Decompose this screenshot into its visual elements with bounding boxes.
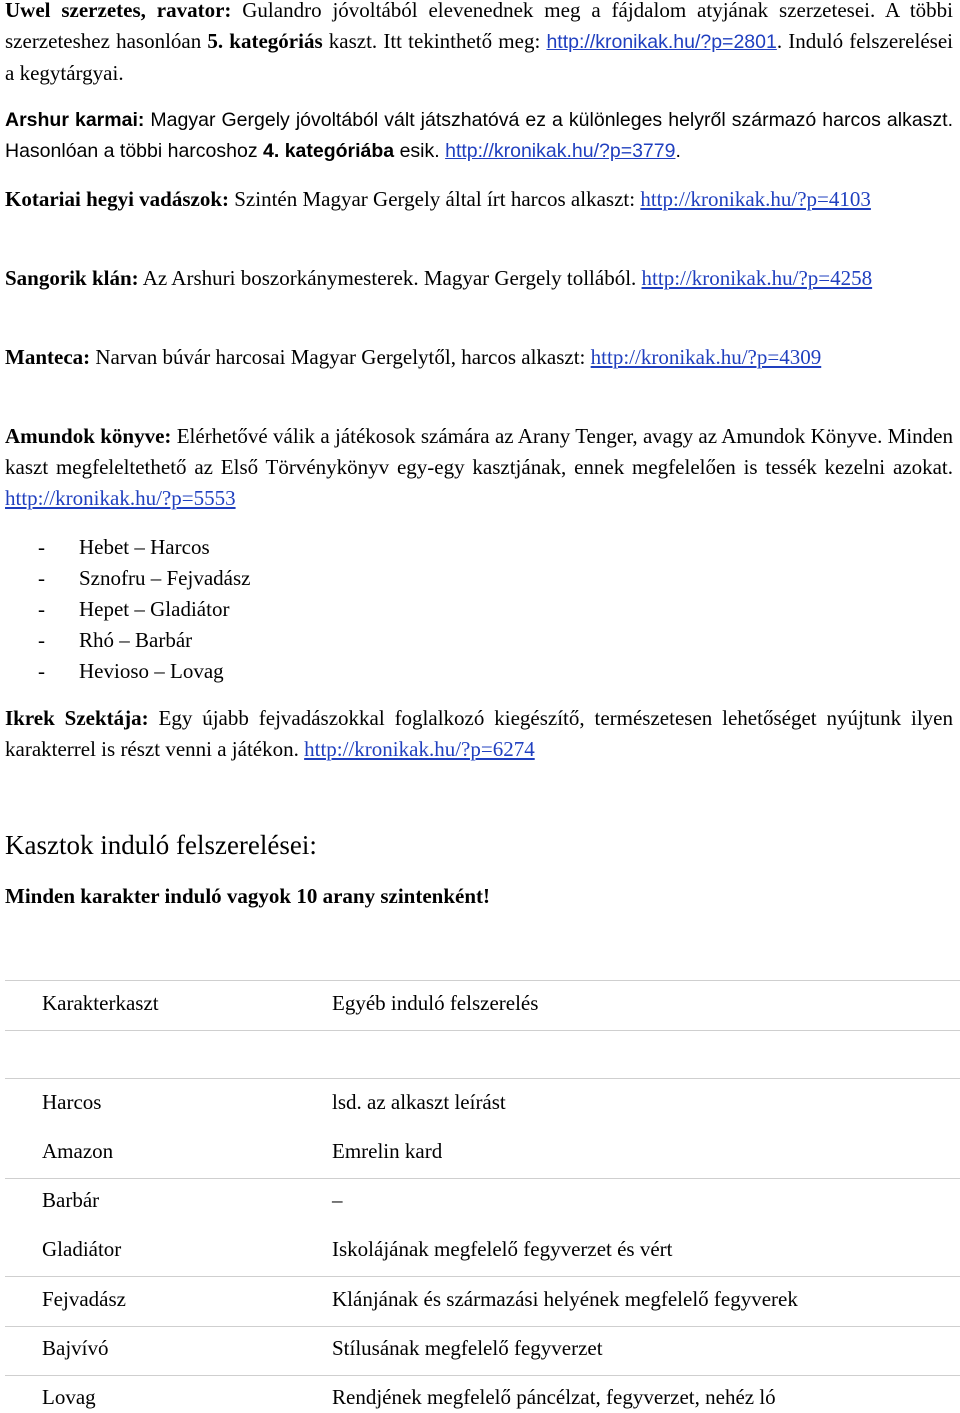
paragraph-arshur (5, 105, 953, 167)
table-row-rule (5, 1375, 960, 1376)
paragraph-text: . (675, 140, 681, 162)
table-cell-felszereles: lsd. az alkaszt leírást (332, 1090, 506, 1114)
list-item (38, 563, 250, 594)
term-label: Amundok könyve: (5, 424, 172, 448)
paragraph-text: kaszt. Itt tekinthető meg: (322, 29, 547, 53)
paragraph-text: . Induló felszerelései a kegytárgyai. (5, 29, 953, 85)
section-title: Kasztok induló felszerelései: (5, 830, 317, 860)
paragraph-kotariai (5, 184, 953, 215)
table-cell-kaszt: Barbár (42, 1188, 100, 1212)
paragraph-text: Narvan búvár harcosai Magyar Gergelytől, harcos alkaszt: (90, 345, 591, 369)
kronikak-link-6274[interactable]: http://kronikak.hu/?p=6274 (304, 737, 535, 761)
term-label: Sangorik klán: (5, 266, 139, 290)
paragraph-amundok (5, 421, 953, 514)
paragraph-text: esik. (394, 140, 446, 162)
list-item-text: Sznofru – Fejvadász (79, 566, 251, 590)
table-header-felszereles: Egyéb induló felszerelés (332, 991, 539, 1015)
list-dash: - (38, 597, 45, 621)
term-label: Ikrek Szektája: (5, 706, 149, 730)
category-label: 4. kategóriába (263, 140, 395, 162)
list-item (38, 532, 250, 563)
list-dash: - (38, 628, 45, 652)
paragraph-uwel (5, 0, 953, 89)
table-row-rule (5, 1326, 960, 1327)
list-item (38, 594, 250, 625)
table-cell-kaszt: Fejvadász (42, 1287, 126, 1311)
list-dash: - (38, 566, 45, 590)
table-header-rule (5, 1030, 960, 1031)
section-note: Minden karakter induló vagyok 10 arany szintenként! (5, 884, 490, 908)
paragraph-text: Egy újabb fejvadászokkal foglalkozó kiegészítő, természetesen lehetőséget nyújtunk ilyen karakterrel is részt venni a játékon. (5, 706, 954, 761)
list-item (38, 625, 250, 656)
category-label: 5. kategóriás (207, 29, 323, 53)
paragraph-text: Magyar Gergely jóvoltából vált játszhatóvá ez a különleges helyről származó harcos alkaszt. Hasonlóan a többi harcoshoz (5, 109, 953, 162)
table-cell-felszereles: Emrelin kard (332, 1139, 443, 1163)
list-dash: - (38, 535, 45, 559)
list-item-text: Rhó – Barbár (79, 628, 193, 652)
table-row-rule (5, 1178, 960, 1179)
table-cell-kaszt: Bajvívó (42, 1336, 109, 1360)
amundok-class-list (38, 532, 250, 687)
list-item (38, 656, 250, 687)
paragraph-ikrek (5, 703, 953, 765)
table-cell-kaszt: Lovag (42, 1385, 96, 1409)
paragraph-text: Az Arshuri boszorkánymesterek. Magyar Gergely tollából. (138, 266, 642, 290)
kronikak-link-3779[interactable]: http://kronikak.hu/?p=3779 (445, 140, 676, 162)
kronikak-link-4258[interactable]: http://kronikak.hu/?p=4258 (641, 266, 873, 290)
paragraph-text: Gulandro jóvoltából elevenednek meg a fájdalom atyjának szerzetesei. A többi szerzeteshez hasonlóan (5, 0, 953, 53)
kronikak-link-5553[interactable]: http://kronikak.hu/?p=5553 (5, 486, 236, 510)
term-label: Uwel szerzetes, ravator: (5, 0, 232, 22)
table-cell-felszereles: Iskolájának megfelelő fegyverzet és vért (332, 1237, 673, 1261)
list-item-text: Hepet – Gladiátor (79, 597, 230, 621)
kronikak-link-4103[interactable]: http://kronikak.hu/?p=4103 (640, 187, 871, 211)
table-cell-felszereles: – (332, 1188, 343, 1212)
table-cell-kaszt: Harcos (42, 1090, 102, 1114)
term-label: Arshur karmai: (5, 109, 145, 131)
table-row-rule (5, 1276, 960, 1277)
list-dash: - (38, 659, 45, 683)
table-body-top-rule (5, 1078, 960, 1079)
paragraph-text: Szintén Magyar Gergely által írt harcos alkaszt: (229, 187, 641, 211)
table-cell-felszereles: Klánjának és származási helyének megfelelő fegyverek (332, 1287, 798, 1311)
paragraph-sangorik (5, 263, 953, 294)
table-cell-felszereles: Rendjének megfelelő páncélzat, fegyverzet, nehéz ló (332, 1385, 776, 1409)
kronikak-link-2801[interactable]: http://kronikak.hu/?p=2801 (546, 31, 777, 53)
paragraph-text: Elérhetővé válik a játékosok számára az Arany Tenger, avagy az Amundok Könyve. Minden kaszt megfeleltethető az Első Törvénykönyv egy-egy kasztjának, ennek megfelelően is tessék kezelni azokat. (5, 424, 953, 479)
table-cell-kaszt: Amazon (42, 1139, 114, 1163)
table-cell-felszereles: Stílusának megfelelő fegyverzet (332, 1336, 603, 1360)
paragraph-manteca (5, 342, 953, 373)
kronikak-link-4309[interactable]: http://kronikak.hu/?p=4309 (590, 345, 822, 369)
table-header-kaszt: Karakterkaszt (42, 991, 159, 1015)
term-label: Manteca: (5, 345, 91, 369)
table-top-rule (5, 980, 960, 981)
list-item-text: Hevioso – Lovag (79, 659, 224, 683)
term-label: Kotariai hegyi vadászok: (5, 187, 229, 211)
list-item-text: Hebet – Harcos (79, 535, 210, 559)
table-cell-kaszt: Gladiátor (42, 1237, 122, 1261)
